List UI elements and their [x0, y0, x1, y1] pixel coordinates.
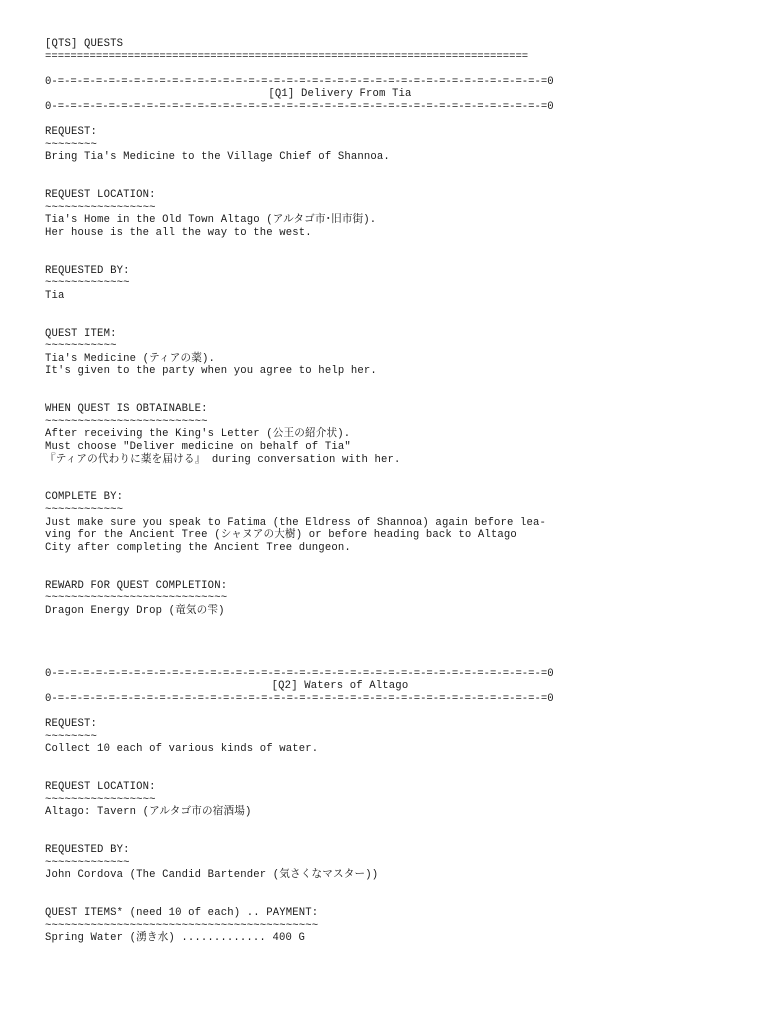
tilde-underline: ~~~~~~~~~~~: [45, 340, 117, 353]
spacer: [45, 882, 645, 895]
quest-item-text: It's given to the party when you agree to help her.: [45, 365, 377, 378]
quest-items-heading: QUEST ITEMS* (need 10 of each) .. PAYMENT:: [45, 906, 319, 919]
reward-heading: REWARD FOR QUEST COMPLETION:: [45, 579, 228, 592]
location-text: Tia's Home in the Old Town Altago (アルタゴ市･旧市街).: [45, 214, 377, 227]
complete-by-text: ving for the Ancient Tree (シャヌアの大樹) or before heading back to Altago: [45, 529, 517, 542]
spacer: [45, 756, 645, 769]
request-heading: REQUEST:: [45, 718, 98, 731]
double-rule: ============================================================================: [45, 50, 529, 63]
spacer: [45, 819, 645, 832]
tilde-underline: ~~~~~~~~~~~~~~~~~: [45, 793, 156, 806]
spacer: [45, 114, 645, 127]
spacer: [45, 894, 645, 907]
quest2-title: [Q2] Waters of Altago: [271, 680, 409, 693]
location-text: Her house is the all the way to the west.: [45, 226, 312, 239]
requested-by-text: Tia: [45, 289, 65, 302]
spacer: [45, 63, 645, 76]
tilde-underline: ~~~~~~~~: [45, 730, 98, 743]
obtainable-text: After receiving the King's Letter (公王の紹介状).: [45, 428, 351, 441]
spacer: [45, 177, 645, 190]
tilde-underline: ~~~~~~~~~~~~~~~~~~~~~~~~~~~~~~~~~~~~~~~~~~: [45, 919, 319, 932]
requested-by-heading: REQUESTED BY:: [45, 264, 130, 277]
quest-document: [45, 38, 645, 945]
spacer: [45, 655, 645, 668]
quest-item-text: Tia's Medicine (ティアの薬).: [45, 352, 216, 365]
spacer: [45, 567, 645, 580]
spacer: [45, 302, 645, 315]
quest-divider-top: 0-=-=-=-=-=-=-=-=-=-=-=-=-=-=-=-=-=-=-=-=-=-=-=-=-=-=-=-=-=-=-=-=-=-=-=-=-=-=-=0: [45, 75, 554, 88]
spacer: [45, 240, 645, 253]
quest-divider-bottom: 0-=-=-=-=-=-=-=-=-=-=-=-=-=-=-=-=-=-=-=-=-=-=-=-=-=-=-=-=-=-=-=-=-=-=-=-=-=-=-=0: [45, 100, 554, 113]
spacer: [45, 164, 645, 177]
request-heading: REQUEST:: [45, 126, 98, 139]
request-text: Bring Tia's Medicine to the Village Chief of Shannoa.: [45, 151, 390, 164]
location-heading: REQUEST LOCATION:: [45, 189, 156, 202]
tilde-underline: ~~~~~~~~~~~~: [45, 503, 124, 516]
request-text: Collect 10 each of various kinds of water.: [45, 743, 319, 756]
quest1-title: [Q1] Delivery From Tia: [268, 88, 412, 101]
tilde-underline: ~~~~~~~~~~~~~: [45, 277, 130, 290]
complete-by-text: Just make sure you speak to Fatima (the Eldress of Shannoa) again before lea-: [45, 516, 547, 529]
obtainable-text: Must choose "Deliver medicine on behalf of Tia": [45, 441, 351, 453]
quest-divider-top: 0-=-=-=-=-=-=-=-=-=-=-=-=-=-=-=-=-=-=-=-=-=-=-=-=-=-=-=-=-=-=-=-=-=-=-=-=-=-=-=0: [45, 667, 554, 680]
tilde-underline: ~~~~~~~~: [45, 138, 98, 151]
requested-by-heading: REQUESTED BY:: [45, 844, 130, 856]
quest-divider-bottom: 0-=-=-=-=-=-=-=-=-=-=-=-=-=-=-=-=-=-=-=-=-=-=-=-=-=-=-=-=-=-=-=-=-=-=-=-=-=-=-=0: [45, 692, 554, 705]
location-heading: REQUEST LOCATION:: [45, 781, 156, 794]
spacer: [45, 479, 645, 492]
tilde-underline: ~~~~~~~~~~~~~~~~~~~~~~~~~~~~: [45, 592, 228, 605]
quest-item-heading: QUEST ITEM:: [45, 327, 117, 340]
complete-by-heading: COMPLETE BY:: [45, 491, 124, 504]
tilde-underline: ~~~~~~~~~~~~~~~~~: [45, 201, 156, 214]
spacer: [45, 617, 645, 630]
spacer: [45, 768, 645, 781]
spacer: [45, 315, 645, 328]
spacer: [45, 705, 645, 718]
reward-text: Dragon Energy Drop (竜気の雫): [45, 604, 225, 617]
complete-by-text: City after completing the Ancient Tree dungeon.: [45, 541, 351, 554]
spacer: [45, 252, 645, 265]
tilde-underline: ~~~~~~~~~~~~~~~~~~~~~~~~~: [45, 415, 208, 428]
spacer: [45, 378, 645, 391]
spacer: [45, 554, 645, 567]
requested-by-text: John Cordova (The Candid Bartender (気さくなマスター)): [45, 869, 379, 882]
obtainable-text: 『ティアの代わりに薬を届ける』 during conversation with her.: [45, 453, 401, 466]
obtainable-heading: WHEN QUEST IS OBTAINABLE:: [45, 403, 208, 416]
spacer: [45, 643, 645, 656]
spacer: [45, 630, 645, 643]
tilde-underline: ~~~~~~~~~~~~~: [45, 856, 130, 869]
location-text: Altago: Tavern (アルタゴ市の宿酒場): [45, 806, 252, 819]
spacer: [45, 466, 645, 479]
section-title: [QTS] QUESTS: [45, 38, 124, 50]
spacer: [45, 831, 645, 844]
spacer: [45, 391, 645, 404]
quest-item-row: Spring Water (湧き水) ............. 400 G: [45, 932, 305, 945]
